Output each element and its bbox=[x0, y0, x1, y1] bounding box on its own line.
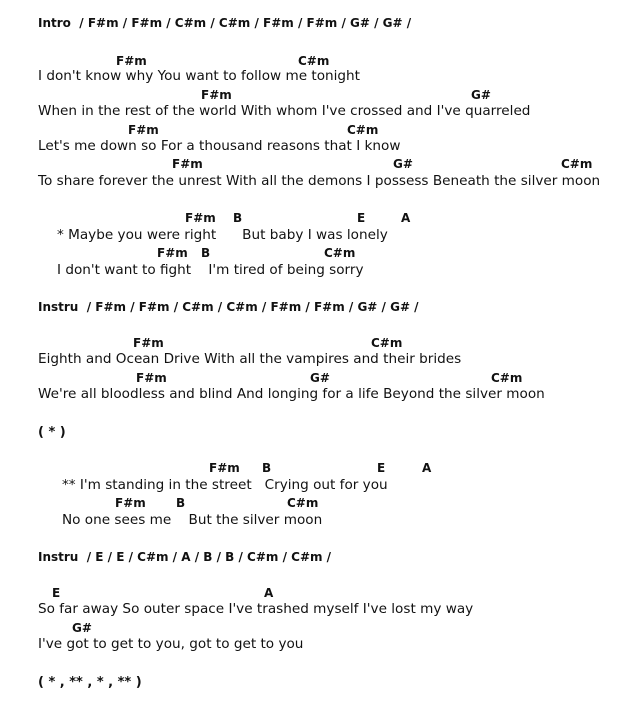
instrumental-progression: Instru / F#m / F#m / C#m / C#m / F#m / F#m / G# / G# / bbox=[38, 300, 419, 314]
lyric-line: When in the rest of the world With whom I've crossed and I've quarreled bbox=[38, 103, 531, 119]
chord: B bbox=[262, 461, 272, 475]
chord: C#m bbox=[347, 123, 379, 137]
chord: G# bbox=[393, 157, 413, 171]
intro-progression: Intro / F#m / F#m / C#m / C#m / F#m / F#m / G# / G# / bbox=[38, 16, 412, 30]
chord: F#m bbox=[136, 371, 167, 385]
chord: A bbox=[264, 586, 274, 600]
chord: C#m bbox=[371, 336, 403, 350]
chord: A bbox=[401, 211, 411, 225]
lyric-line: I don't want to fight I'm tired of being sorry bbox=[57, 262, 364, 278]
chord: C#m bbox=[324, 246, 356, 260]
chord: C#m bbox=[298, 54, 330, 68]
chord: F#m bbox=[172, 157, 203, 171]
repeat-marker: ( * ) bbox=[38, 425, 66, 440]
chord: C#m bbox=[287, 496, 319, 510]
chord: F#m bbox=[185, 211, 216, 225]
lyric-line: We're all bloodless and blind And longing for a life Beyond the silver moon bbox=[38, 386, 545, 402]
chord: E bbox=[377, 461, 386, 475]
lyric-line: No one sees me But the silver moon bbox=[62, 512, 323, 528]
chord: B bbox=[233, 211, 243, 225]
chord: G# bbox=[72, 621, 92, 635]
chord: F#m bbox=[128, 123, 159, 137]
chord: F#m bbox=[116, 54, 147, 68]
chord: E bbox=[357, 211, 366, 225]
chord: F#m bbox=[115, 496, 146, 510]
chord: B bbox=[176, 496, 186, 510]
chord: F#m bbox=[157, 246, 188, 260]
chord: A bbox=[422, 461, 432, 475]
lyric-line: Eighth and Ocean Drive With all the vampires and their brides bbox=[38, 351, 462, 367]
instrumental-progression: Instru / E / E / C#m / A / B / B / C#m / C#m / bbox=[38, 550, 332, 564]
lyric-line: * Maybe you were right But baby I was lonely bbox=[57, 227, 388, 243]
lyric-line: Let's me down so For a thousand reasons that I know bbox=[38, 138, 401, 154]
lyric-line: I've got to get to you, got to get to you bbox=[38, 636, 304, 652]
chord: F#m bbox=[201, 88, 232, 102]
lyric-line: So far away So outer space I've trashed myself I've lost my way bbox=[38, 601, 474, 617]
chord: E bbox=[52, 586, 61, 600]
chord: C#m bbox=[561, 157, 593, 171]
chord: F#m bbox=[133, 336, 164, 350]
chord: G# bbox=[310, 371, 330, 385]
chord: C#m bbox=[491, 371, 523, 385]
chord: G# bbox=[471, 88, 491, 102]
lyric-line: ** I'm standing in the street Crying out for you bbox=[62, 477, 388, 493]
chord: F#m bbox=[209, 461, 240, 475]
repeat-marker: ( * , ** , * , ** ) bbox=[38, 675, 142, 690]
lyric-line: I don't know why You want to follow me tonight bbox=[38, 68, 361, 84]
chord: B bbox=[201, 246, 211, 260]
lyric-line: To share forever the unrest With all the demons I possess Beneath the silver moon bbox=[38, 173, 601, 189]
